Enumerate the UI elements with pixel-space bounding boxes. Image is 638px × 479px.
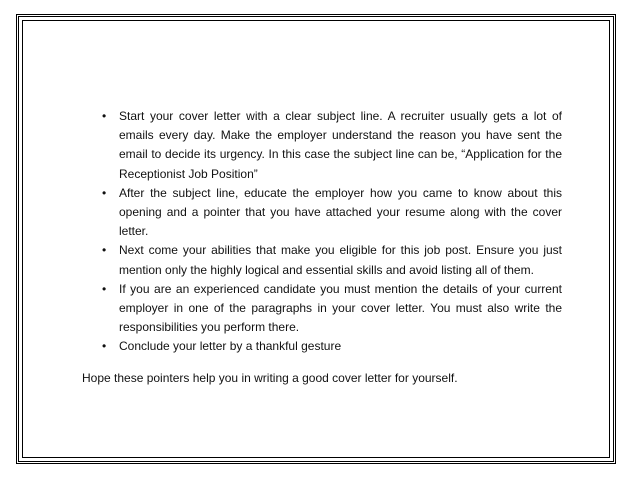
list-item: [82, 241, 562, 279]
list-item-text: After the subject line, educate the employer how you came to know about this opening and a pointer that you have attached your resume along with the cover letter.: [119, 185, 562, 239]
list-item-text: Next come your abilities that make you eligible for this job post. Ensure you just mention only the highly logical and essential skills and avoid listing all of them.: [119, 243, 562, 277]
closing-paragraph: Hope these pointers help you in writing a good cover letter for yourself.: [82, 371, 458, 385]
pointer-list: [82, 107, 562, 357]
bullet-icon: •: [102, 109, 107, 123]
list-item: [82, 184, 562, 242]
bullet-icon: •: [102, 339, 107, 354]
bullet-icon: •: [102, 281, 107, 296]
document-body: [82, 107, 562, 357]
list-item-text: If you are an experienced candidate you must mention the details of your current employer in one of the paragraphs in your cover letter. You must also write the responsibilities you perform there.: [119, 281, 562, 335]
bullet-icon: •: [102, 185, 107, 200]
list-item: [82, 280, 562, 338]
bullet-icon: •: [102, 243, 107, 258]
list-item-text: Conclude your letter by a thankful gesture: [119, 339, 342, 354]
list-item-text: Start your cover letter with a clear subject line. A recruiter usually gets a lot of emails every day. Make the employer understand the reason you have sent the email to decide its urgency. In this case the subject line can be, “Application for the Receptionist Job Position”: [119, 109, 562, 181]
list-item: [82, 337, 562, 356]
list-item: [82, 107, 562, 184]
